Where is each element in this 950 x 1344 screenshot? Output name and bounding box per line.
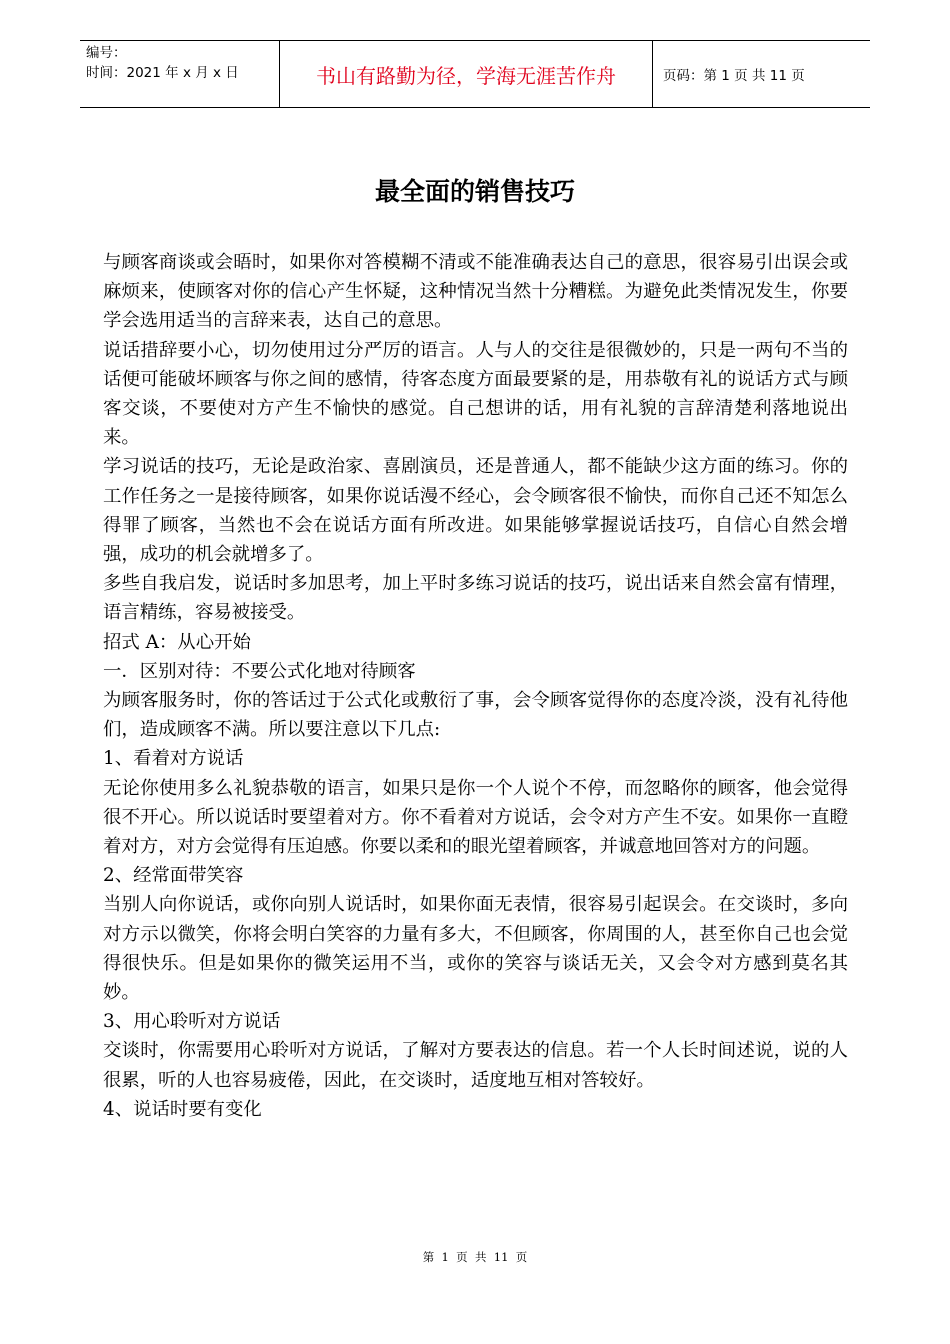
paragraph: 交谈时，你需要用心聆听对方说话，了解对方要表达的信息。若一个人长时间述说，说的人很累，听的人也容易疲倦，因此，在交谈时，适度地互相对答较好。 [103, 1040, 848, 1091]
list-heading: 4、说话时要有变化 [103, 1098, 262, 1120]
list-heading: 1、看着对方说话 [103, 748, 244, 770]
number-label: 编号： [86, 45, 127, 61]
paragraph: 学习说话的技巧，无论是政治家、喜剧演员，还是普通人，都不能缺少这方面的练习。你的工作任务之一是接待顾客，如果你说话漫不经心，会令顾客很不愉快，而你自己还不知怎么得罪了顾客，当然也不会在说话方面有所改进。如果能够掌握说话技巧，自信心自然会增强，成功的机会就增多了。 [103, 456, 848, 566]
paragraph: 与顾客商谈或会晤时，如果你对答模糊不清或不能准确表达自己的意思，很容易引出误会或麻烦来，使顾客对你的信心产生怀疑，这种情况当然十分糟糕。为避免此类情况发生，你要学会选用适当的言辞来表，达自己的意思。 [103, 252, 848, 332]
paragraph: 为顾客服务时，你的答话过于公式化或敷衍了事，会令顾客觉得你的态度冷淡，没有礼待他们，造成顾客不满。所以要注意以下几点: [103, 690, 848, 741]
header-motto: 书山有路勤为径，学海无涯苦作舟 [280, 41, 653, 107]
page-footer: 第 1 页 共 11 页 [422, 1250, 528, 1264]
date-label: 时间：2021 年 x 月 x 日 [86, 65, 239, 81]
section-heading: 招式 A：从心开始 [103, 631, 251, 653]
list-heading: 2、经常面带笑容 [103, 865, 244, 887]
document-title: 最全面的销售技巧 [374, 177, 575, 206]
paragraph: 当别人向你说话，或你向别人说话时，如果你面无表情，很容易引起误会。在交谈时，多向对方示以微笑，你将会明白笑容的力量有多大，不但顾客，你周围的人，甚至你自己也会觉得很快乐。但是如果你的微笑运用不当，或你的笑容与谈话无关，又会令对方感到莫名其妙。 [103, 894, 848, 1004]
header-page-info: 页码：第 1 页 共 11 页 [663, 68, 805, 84]
paragraph: 多些自我启发，说话时多加思考，加上平时多练习说话的技巧，说出话来自然会富有情理，语言精练，容易被接受。 [103, 573, 848, 624]
document-body [103, 248, 848, 1124]
list-heading: 3、用心聆听对方说话 [103, 1011, 281, 1033]
paragraph: 无论你使用多么礼貌恭敬的语言，如果只是你一个人说个不停，而忽略你的顾客，他会觉得很不开心。所以说话时要望着对方。你不看着对方说话，会令对方产生不安。如果你一直瞪着对方，对方会觉得有压迫感。你要以柔和的眼光望着顾客，并诚意地回答对方的问题。 [103, 777, 848, 858]
header-meta [80, 41, 280, 107]
paragraph: 说话措辞要小心，切勿使用过分严厉的语言。人与人的交往是很微妙的，只是一两句不当的话便可能破坏顾客与你之间的感情，待客态度方面最要紧的是，用恭敬有礼的说话方式与顾客交谈，不要使对方产生不愉快的感觉。自己想讲的话，用有礼貌的言辞清楚利落地说出来。 [103, 339, 848, 449]
subsection-heading: 一．区别对待：不要公式化地对待顾客 [103, 660, 416, 682]
page-header [80, 40, 870, 108]
